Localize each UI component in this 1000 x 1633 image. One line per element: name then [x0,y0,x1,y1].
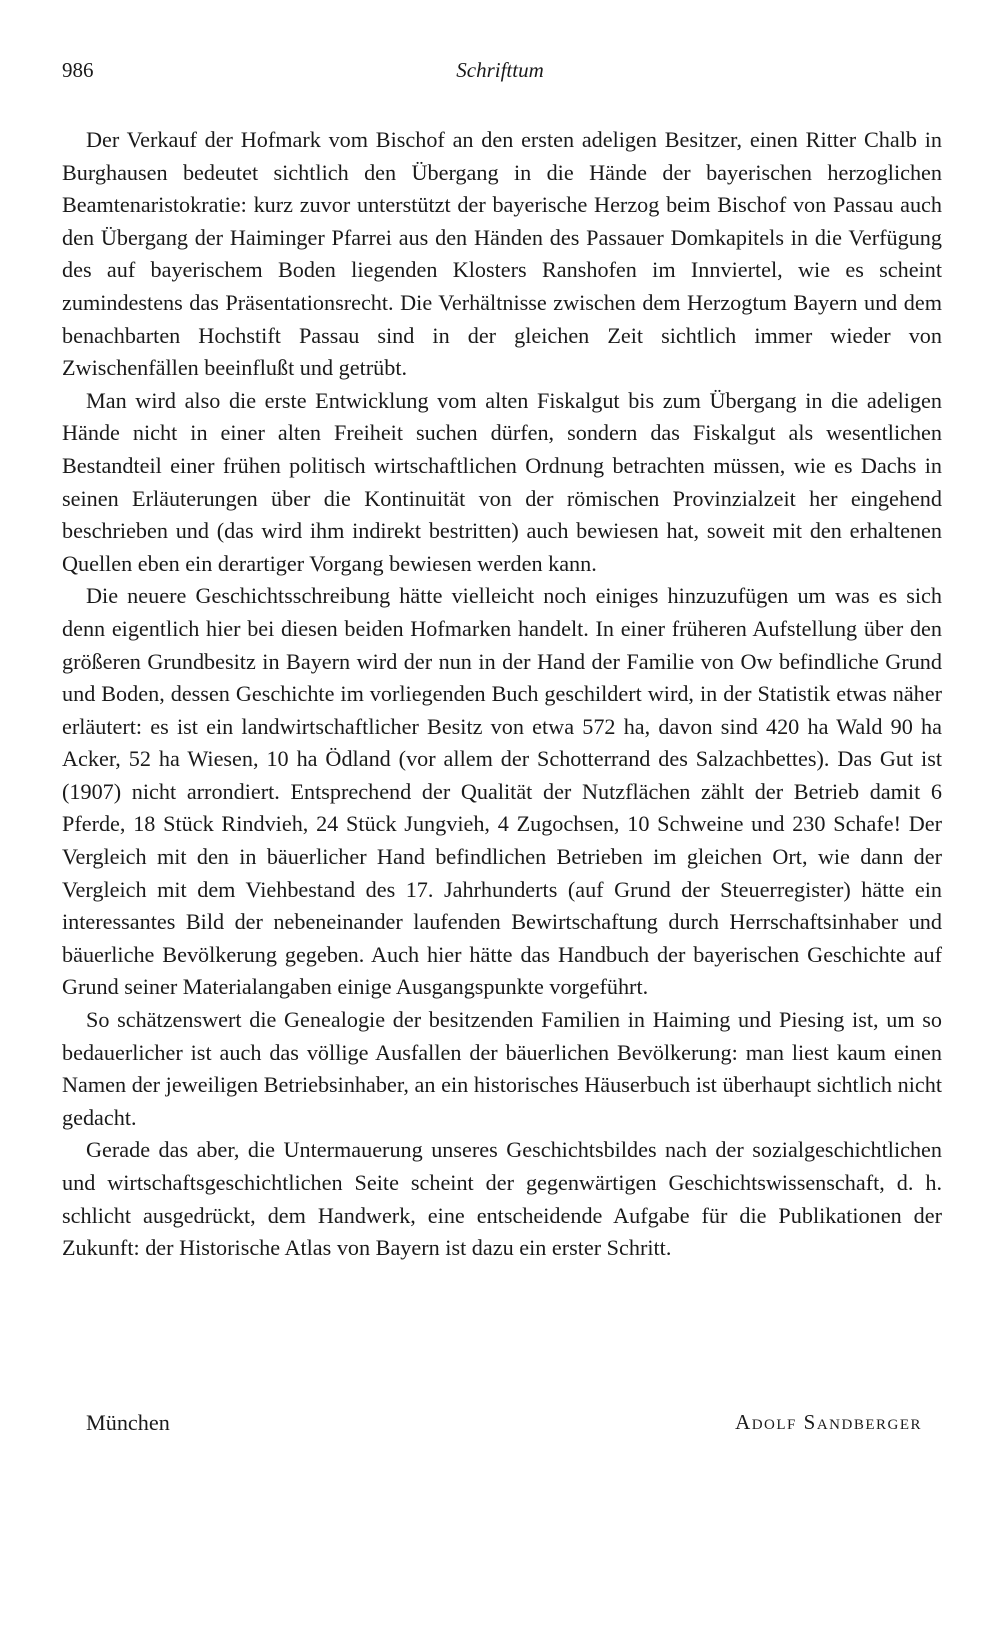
paragraph-1: Der Verkauf der Hofmark vom Bischof an den ersten adeligen Besitzer, einen Ritter Chalb in Burghausen bedeutet sichtlich den Übergang in die Hände der bayerischen herzoglichen Beamtenaristokratie: kurz zuvor unterstützt der bayerische Herzog beim Bischof von Passau auch den Übergang der Haiminger Pfarrei aus den Händen des Passauer Domkapitels in die Verfügung des auf bayerischem Boden liegenden Klosters Ranshofen im Innviertel, wie es scheint zumindestens das Präsentationsrecht. Die Verhältnisse zwischen dem Herzogtum Bayern und dem benachbarten Hochstift Passau sind in der gleichen Zeit sichtlich immer wieder von Zwischenfällen beeinflußt und getrübt. [62,127,942,381]
page-number: 986 [62,58,94,82]
signoff [86,1410,942,1444]
body-text [62,124,942,1265]
paragraph-2: Man wird also die erste Entwicklung vom alten Fiskalgut bis zum Übergang in die adeligen Hände nicht in einer alten Freiheit suchen dürfen, sondern das Fiskalgut als wesentlichen Bestandteil einer frühen politisch wirtschaftlichen Ordnung betrachten müssen, wie es Dachs in seinen Erläuterungen über die Kontinuität von der römischen Provinzialzeit her eingehend beschrieben und (das wird ihm indirekt bestritten) auch bewiesen hat, soweit mit den erhaltenen Quellen eben ein derartiger Vorgang bewiesen werden kann. [62,387,942,576]
signoff-author: Adolf Sandberger [735,1410,922,1434]
page-header [62,58,938,88]
running-title: Schrifttum [456,58,544,82]
paragraph-3: Die neuere Geschichtsschreibung hätte vielleicht noch einiges hinzuzufügen um was es sich denn eigentlich hier bei diesen beiden Hofmarken handelt. In einer früheren Aufstellung über den größeren Grundbesitz in Bayern wird der nun in der Hand der Familie von Ow befindliche Grund und Boden, dessen Geschichte im vorliegenden Buch geschildert wird, in der Statistik etwas näher erläutert: es ist ein landwirtschaftlicher Besitz von etwa 572 ha, davon sind 420 ha Wald 90 ha Acker, 52 ha Wiesen, 10 ha Ödland (vor allem der Schotterrand des Salzachbettes). Das Gut ist (1907) nicht arrondiert. Entsprechend der Qualität der Nutzflächen zählt der Betrieb damit 6 Pferde, 18 Stück Rindvieh, 24 Stück Jungvieh, 4 Zugochsen, 10 Schweine und 230 Schafe! Der Vergleich mit den in bäuerlicher Hand befindlichen Betrieben im gleichen Ort, wie dann der Vergleich mit dem Viehbestand des 17. Jahrhunderts (auf Grund der Steuerregister) hätte ein interessantes Bild der nebeneinander laufenden Bewirtschaftung durch Herrschaftsinhaber und bäuerliche Bevölkerung gegeben. Auch hier hätte das Handbuch der bayerischen Geschichte auf Grund seiner Materialangaben einige Ausgangspunkte vorgeführt. [62,583,942,1000]
signoff-place: München [86,1410,170,1435]
paragraph-5: Gerade das aber, die Untermauerung unseres Geschichtsbildes nach der sozialgeschichtlichen und wirtschaftsgeschichtlichen Seite scheint der gegenwärtigen Geschichtswissenschaft, d. h. schlicht ausgedrückt, dem Handwerk, eine entscheidende Aufgabe für die Publikationen der Zukunft: der Historische Atlas von Bayern ist dazu ein erster Schritt. [62,1137,942,1261]
paragraph-4: So schätzenswert die Genealogie der besitzenden Familien in Haiming und Piesing ist, um so bedauerlicher ist auch das völlige Ausfallen der bäuerlichen Bevölkerung: man liest kaum einen Namen der jeweiligen Betriebsinhaber, an ein historisches Häuserbuch ist überhaupt sichtlich nicht gedacht. [62,1007,942,1130]
